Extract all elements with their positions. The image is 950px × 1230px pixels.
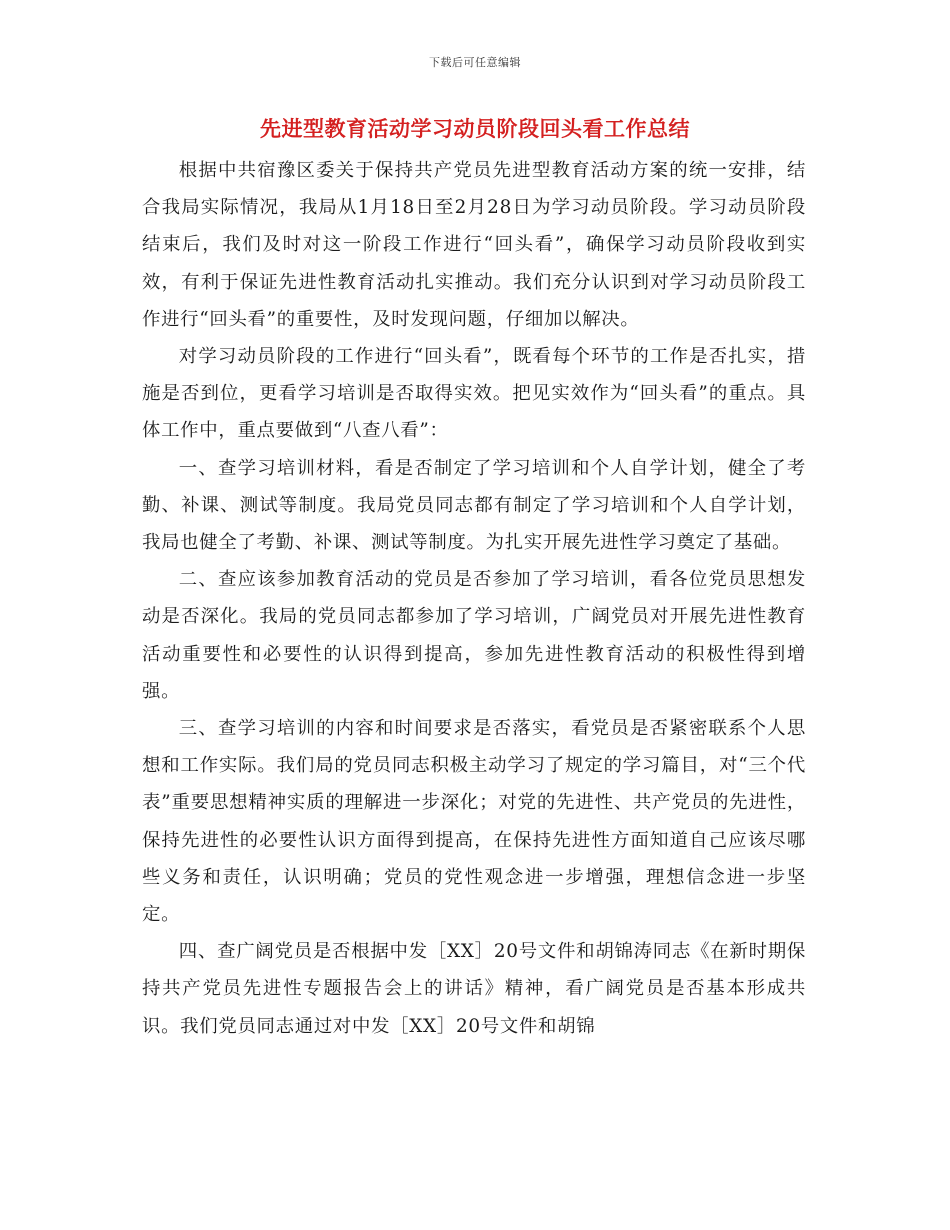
paragraph-item-1: 一、查学习培训材料，看是否制定了学习培训和个人自学计划，健全了考勤、补课、测试等制度。我局党员同志都有制定了学习培训和个人自学计划，我局也健全了考勤、补课、测试等制度。为扎实开展先进性学习奠定了基础。 [142,457,806,554]
document-title: 先进型教育活动学习动员阶段回头看工作总结 [260,116,690,141]
paragraph-item-3: 三、查学习培训的内容和时间要求是否落实，看党员是否紧密联系个人思想和工作实际。我们局的党员同志积极主动学习了规定的学习篇目，对“三个代表”重要思想精神实质的理解进一步深化；对党的先进性、共产党员的先进性，保持先进性的必要性认识方面得到提高，在保持先进性方面知道自己应该尽哪些义务和责任，认识明确；党员的党性观念进一步增强，理想信念进一步坚定。 [142,718,806,926]
paragraph-review-overview: 对学习动员阶段的工作进行“回头看”，既看每个环节的工作是否扎实，措施是否到位，更看学习培训是否取得实效。把见实效作为“回头看”的重点。具体工作中，重点要做到“八查八看”： [142,346,806,442]
paragraph-item-4: 四、查广阔党员是否根据中发［XX］20号文件和胡锦涛同志《在新时期保持共产党员先进性专题报告会上的讲话》精神，看广阔党员是否基本形成共识。我们党员同志通过对中发［XX］20号文件和胡锦 [142,941,806,1037]
paragraph-intro: 根据中共宿豫区委关于保持共产党员先进型教育活动方案的统一安排，结合我局实际情况，我局从1月18日至2月28日为学习动员阶段。学习动员阶段结束后，我们及时对这一阶段工作进行“回头看”，确保学习动员阶段收到实效，有利于保证先进性教育活动扎实推动。我们充分认识到对学习动员阶段工作进行“回头看”的重要性，及时发现问题，仔细加以解决。 [142,160,806,330]
paragraph-item-2: 二、查应该参加教育活动的党员是否参加了学习培训，看各位党员思想发动是否深化。我局的党员同志都参加了学习培训，广阔党员对开展先进性教育活动重要性和必要性的认识得到提高，参加先进性教育活动的积极性得到增强。 [142,569,806,702]
page-header: 下载后可任意编辑 [429,56,521,69]
document-body [142,152,806,1045]
